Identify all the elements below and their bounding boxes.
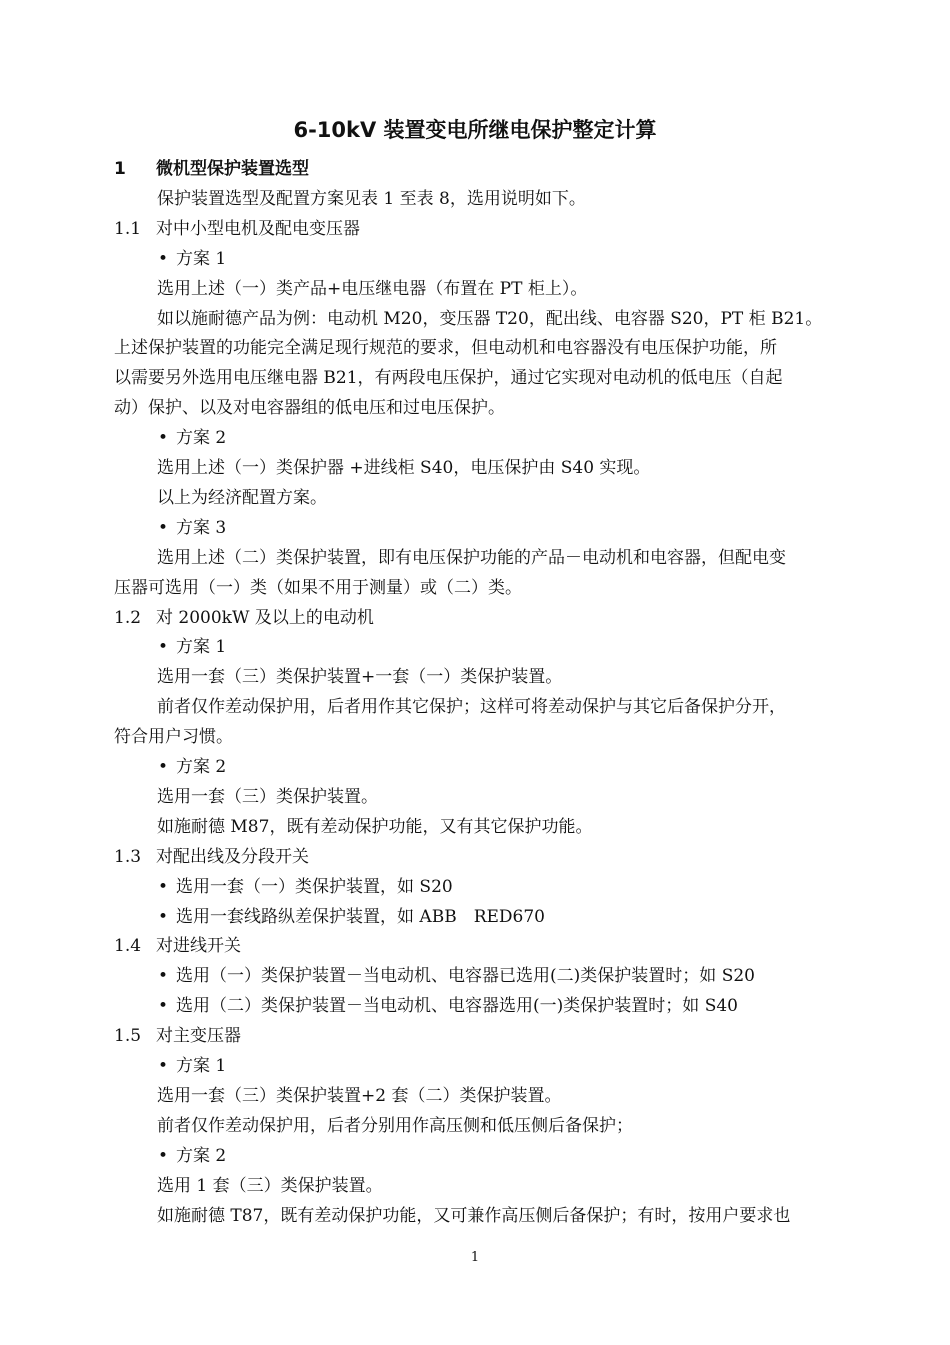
section-heading (114, 846, 309, 868)
bullet-item (158, 248, 226, 270)
paragraph-line (114, 577, 522, 599)
paragraph-line (114, 337, 777, 359)
line-text: 选用一套（一）类保护装置，如 S20 (176, 876, 453, 897)
bullet-item (158, 756, 226, 778)
line-text: 选用一套（三）类保护装置+一套（一）类保护装置。 (157, 667, 563, 688)
line-text: 符合用户习惯。 (114, 727, 233, 748)
line-text: 前者仅作差动保护用，后者用作其它保护；这样可将差动保护与其它后备保护分开， (157, 697, 786, 718)
paragraph-line (157, 666, 562, 688)
line-text: 选用一套（三）类保护装置。 (157, 786, 378, 807)
paragraph-line (157, 457, 650, 479)
bullet-item (158, 1145, 226, 1167)
section-number: 1.3 (114, 846, 142, 867)
paragraph-line (157, 1085, 561, 1107)
line-text: 微机型保护装置选型 (156, 159, 309, 179)
bullet-item (158, 906, 545, 928)
line-text: 选用（一）类保护装置－当电动机、电容器已选用(二)类保护装置时；如 S20 (176, 966, 755, 987)
line-text: 选用上述（一）类保护器 +进线柜 S40，电压保护由 S40 实现。 (157, 458, 651, 478)
line-text: 方案 3 (176, 517, 227, 538)
line-text: 方案 1 (176, 248, 227, 269)
paragraph-line (157, 786, 378, 808)
section-number: 1.4 (114, 936, 142, 957)
line-text: 如施耐德 T87，既有差动保护功能，又可兼作高压侧后备保护；有时，按用户要求也 (157, 1205, 791, 1226)
paragraph-line (157, 816, 592, 838)
section-number: 1.5 (114, 1026, 142, 1047)
line-text: 选用一套（三）类保护装置+2 套（二）类保护装置。 (157, 1085, 562, 1106)
section-heading (114, 1025, 241, 1047)
line-text: 以需要另外选用电压继电器 B21，有两段电压保护，通过它实现对电动机的低电压（自起 (114, 368, 783, 389)
line-text: 选用 1 套（三）类保护装置。 (157, 1175, 383, 1196)
line-text: 选用上述（一）类产品+电压继电器（布置在 PT 柜上）。 (157, 278, 588, 299)
line-text: 前者仅作差动保护用，后者分别用作高压侧和低压侧后备保护； (157, 1115, 633, 1136)
paragraph-line (157, 487, 327, 509)
section-heading (114, 935, 241, 957)
line-text: 选用（二）类保护装置－当电动机、电容器选用(一)类保护装置时；如 S40 (176, 996, 738, 1017)
line-text: 方案 1 (176, 637, 227, 658)
section-number: 1.2 (114, 607, 142, 628)
line-text: 如施耐德 M87，既有差动保护功能，又有其它保护功能。 (157, 816, 593, 837)
line-text: 如以施耐德产品为例：电动机 M20，变压器 T20，配出线、电容器 S20，PT 柜 B21。 (157, 308, 823, 329)
line-text: 上述保护装置的功能完全满足现行规范的要求，但电动机和电容器没有电压保护功能，所 (114, 338, 777, 359)
document-title: 6-10kV 装置变电所继电保护整定计算 (293, 118, 657, 142)
section-number: 1 (114, 159, 126, 179)
line-text: 动）保护、以及对电容器组的低电压和过电压保护。 (114, 398, 505, 419)
bullet-item (158, 995, 738, 1017)
bullet-item (158, 636, 226, 658)
bullet-item (158, 517, 226, 539)
line-text: 压器可选用（一）类（如果不用于测量）或（二）类。 (114, 577, 522, 598)
bullet-item (158, 965, 755, 987)
paragraph-line (157, 308, 822, 330)
bullet-item (158, 876, 453, 898)
paragraph-line (157, 547, 786, 569)
paragraph-line (114, 367, 783, 389)
paragraph-line (114, 726, 233, 748)
line-text: 对进线开关 (156, 936, 241, 957)
paragraph-line (157, 1175, 383, 1197)
bullet-item (158, 427, 226, 449)
paragraph-line (157, 188, 586, 210)
paragraph-line (157, 1115, 633, 1137)
paragraph-line (157, 1205, 790, 1227)
line-text: 对主变压器 (156, 1026, 241, 1047)
line-text: 对中小型电机及配电变压器 (156, 218, 360, 239)
page-number: 1 (470, 1250, 480, 1265)
section-number: 1.1 (114, 218, 142, 239)
line-text: 方案 2 (176, 428, 227, 449)
line-text: 保护装置选型及配置方案见表 1 至表 8，选用说明如下。 (157, 188, 586, 209)
line-text: 对配出线及分段开关 (156, 846, 309, 867)
line-text: 对 2000kW 及以上的电动机 (156, 607, 374, 628)
section-heading (114, 158, 309, 180)
line-text: 方案 1 (176, 1056, 227, 1076)
section-heading (114, 218, 360, 240)
bullet-item (158, 1055, 226, 1077)
line-text: 方案 2 (176, 757, 227, 777)
section-heading (114, 607, 374, 629)
paragraph-line (157, 696, 786, 718)
paragraph-line (157, 278, 587, 300)
line-text: 选用一套线路纵差保护装置，如 ABB RED670 (176, 906, 545, 927)
paragraph-line (114, 397, 505, 419)
line-text: 以上为经济配置方案。 (157, 487, 327, 508)
line-text: 方案 2 (176, 1145, 227, 1166)
line-text: 选用上述（二）类保护装置，即有电压保护功能的产品－电动机和电容器，但配电变 (157, 547, 786, 568)
